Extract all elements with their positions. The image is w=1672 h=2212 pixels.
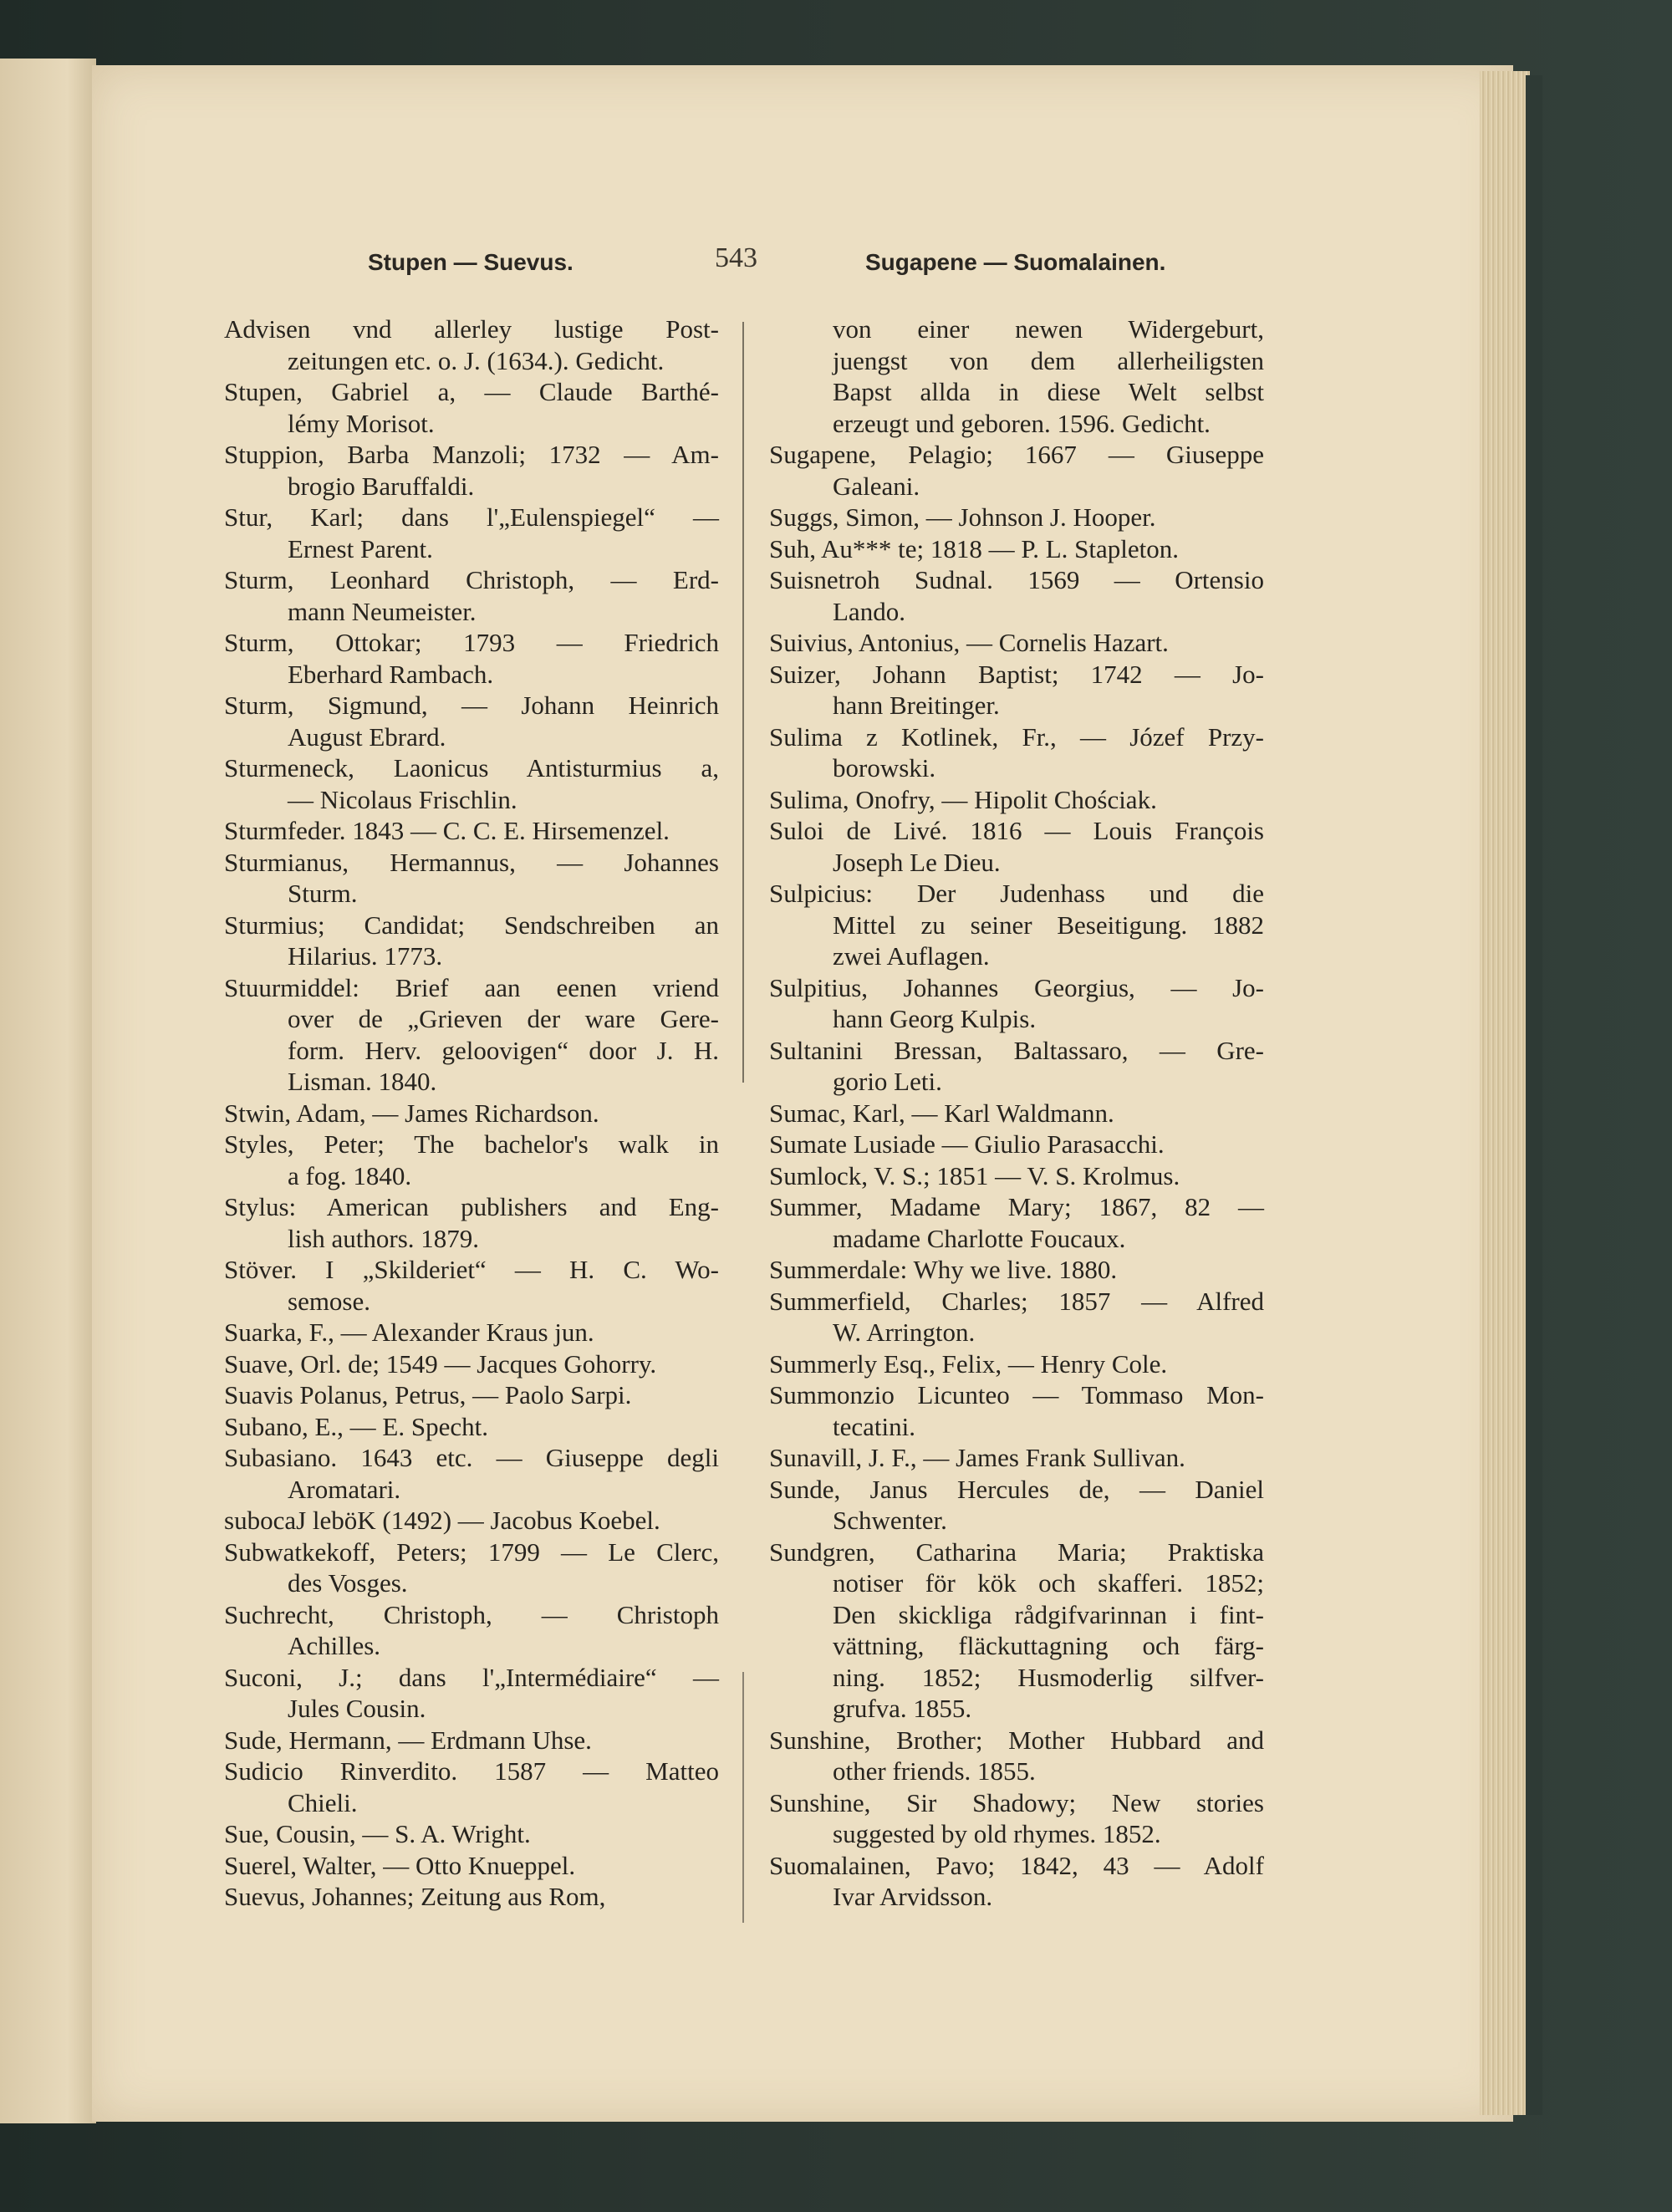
- index-entry: [224, 502, 719, 564]
- entry-line: zwei Auflagen.: [833, 941, 990, 971]
- entry-line: zeitungen etc. o. J. (1634.). Gedicht.: [288, 345, 665, 375]
- index-entry: [769, 1725, 1264, 1787]
- index-entry: [769, 1035, 1264, 1098]
- index-entry: [769, 1348, 1264, 1380]
- index-entry: [224, 1818, 719, 1850]
- index-entry: [224, 1442, 719, 1505]
- column-rule: [742, 322, 744, 1083]
- entry-line: Sugapene, Pelagio; 1667 — Giuseppe: [769, 440, 1264, 469]
- index-entry: [769, 1254, 1264, 1286]
- entry-line: grufva. 1855.: [833, 1694, 972, 1723]
- index-entry: [769, 1850, 1264, 1913]
- entry-line: a fog. 1840.: [288, 1160, 412, 1190]
- index-entry: [224, 1191, 719, 1254]
- entry-line: Ernest Parent.: [288, 533, 433, 563]
- index-entry: [769, 1129, 1264, 1160]
- index-entry: [769, 878, 1264, 972]
- index-entry: [224, 1411, 719, 1443]
- index-entry: [769, 784, 1264, 816]
- index-entry: [769, 1787, 1264, 1850]
- entry-line: gorio Leti.: [833, 1067, 942, 1096]
- index-entry: [769, 439, 1264, 502]
- index-entry: [224, 972, 719, 1098]
- entry-line: Sturmfeder. 1843 — C. C. E. Hirsemenzel.: [224, 816, 670, 845]
- entry-line: Suconi, J.; dans l'„Intermédiaire“ —: [224, 1662, 719, 1692]
- entry-line: juengst von dem allerheiligsten: [833, 345, 1264, 375]
- index-entry: [224, 1881, 719, 1913]
- index-entry: [769, 1286, 1264, 1348]
- entry-line: Aromatari.: [288, 1474, 401, 1504]
- entry-line: August Ebrard.: [288, 721, 446, 752]
- index-entry: [224, 564, 719, 627]
- entry-line: Suchrecht, Christoph, — Christoph: [224, 1599, 719, 1629]
- entry-line: brogio Baruffaldi.: [288, 471, 475, 501]
- entry-line: Stöver. I „Skilderiet“ — H. C. Wo-: [224, 1255, 719, 1284]
- entry-line: Suerel, Walter, — Otto Knueppel.: [224, 1850, 576, 1880]
- left-column: [224, 313, 719, 1913]
- entry-line: Jules Cousin.: [288, 1694, 426, 1723]
- entry-line: borowski.: [833, 753, 936, 782]
- entry-line: Stylus: American publishers and Eng-: [224, 1192, 719, 1221]
- entry-line: Stupen, Gabriel a, — Claude Barthé-: [224, 377, 719, 406]
- index-entry: [224, 1599, 719, 1662]
- right-column: [769, 313, 1264, 1913]
- entry-line: Ivar Arvidsson.: [833, 1882, 993, 1911]
- entry-line: — Nicolaus Frischlin.: [288, 784, 517, 814]
- entry-line: Lisman. 1840.: [288, 1067, 437, 1096]
- entry-line: Sturmianus, Hermannus, — Johannes: [224, 847, 719, 877]
- entry-line: hann Georg Kulpis.: [833, 1004, 1037, 1033]
- entry-line: Summerly Esq., Felix, — Henry Cole.: [769, 1348, 1168, 1379]
- entry-line: Sude, Hermann, — Erdmann Uhse.: [224, 1725, 592, 1755]
- index-entry: [769, 502, 1264, 533]
- index-entry: [224, 1537, 719, 1599]
- entry-line: Lando.: [833, 596, 905, 626]
- index-entry: [224, 1098, 719, 1129]
- entry-line: Suavis Polanus, Petrus, — Paolo Sarpi.: [224, 1380, 632, 1409]
- entry-line: Subwatkekoff, Peters; 1799 — Le Clerc,: [224, 1537, 719, 1567]
- entry-line: over de „Grieven der ware Gere-: [288, 1004, 719, 1033]
- entry-line: Suomalainen, Pavo; 1842, 43 — Adolf: [769, 1850, 1264, 1880]
- index-entry: [769, 659, 1264, 721]
- index-entry: [769, 1160, 1264, 1192]
- entry-line: Sumac, Karl, — Karl Waldmann.: [769, 1098, 1114, 1128]
- index-entry: [224, 1129, 719, 1191]
- entry-line: Mittel zu seiner Beseitigung. 1882: [833, 910, 1264, 940]
- entry-line: Suevus, Johannes; Zeitung aus Rom,: [224, 1882, 606, 1911]
- entry-line: Summerdale: Why we live. 1880.: [769, 1255, 1118, 1284]
- entry-line: Sturmius; Candidat; Sendschreiben an: [224, 910, 719, 940]
- entry-line: Sunavill, J. F., — James Frank Sullivan.: [769, 1443, 1185, 1472]
- entry-line: semose.: [288, 1286, 371, 1316]
- index-entry: [769, 1098, 1264, 1129]
- index-entry: [224, 847, 719, 910]
- binding-strap: [1526, 75, 1542, 2115]
- entry-line: Sumate Lusiade — Giulio Parasacchi.: [769, 1129, 1165, 1159]
- entry-line: madame Charlotte Foucaux.: [833, 1223, 1126, 1253]
- entry-line: Suivius, Antonius, — Cornelis Hazart.: [769, 628, 1169, 657]
- entry-line: Suarka, F., — Alexander Kraus jun.: [224, 1318, 594, 1347]
- entry-line: Sturm.: [288, 879, 358, 908]
- index-entry: [769, 1191, 1264, 1254]
- entry-line: Sulima z Kotlinek, Fr., — Józef Przy-: [769, 721, 1264, 752]
- index-entry: [224, 815, 719, 847]
- entry-line: Sulpitius, Johannes Georgius, — Jo-: [769, 972, 1264, 1002]
- entry-line: von einer newen Widergeburt,: [833, 314, 1264, 344]
- entry-line: des Vosges.: [288, 1568, 408, 1598]
- index-entry: [224, 1348, 719, 1380]
- index-entry: [224, 1505, 719, 1537]
- index-entry: [224, 376, 719, 439]
- running-header-left: Stupen — Suevus.: [368, 249, 573, 275]
- entry-line: Sunde, Janus Hercules de, — Daniel: [769, 1474, 1264, 1504]
- index-entry: [224, 1662, 719, 1725]
- entry-line: Stuurmiddel: Brief aan eenen vriend: [224, 972, 719, 1002]
- index-entry: [224, 752, 719, 815]
- entry-line: Sunshine, Brother; Mother Hubbard and: [769, 1725, 1264, 1755]
- entry-line: notiser för kök och skafferi. 1852;: [833, 1568, 1264, 1598]
- entry-line: Summerfield, Charles; 1857 — Alfred: [769, 1286, 1264, 1316]
- entry-line: Sturmeneck, Laonicus Antisturmius a,: [224, 753, 719, 782]
- page-block-edge: [1480, 71, 1530, 2115]
- entry-line: Joseph Le Dieu.: [833, 847, 1001, 877]
- entry-line: Styles, Peter; The bachelor's walk in: [224, 1129, 719, 1159]
- entry-line: Sulima, Onofry, — Hipolit Chościak.: [769, 784, 1157, 814]
- entry-line: Sunshine, Sir Shadowy; New stories: [769, 1787, 1264, 1817]
- index-entry: [769, 1379, 1264, 1442]
- index-entry: [769, 627, 1264, 659]
- index-entry: [224, 627, 719, 690]
- entry-line: tecatini.: [833, 1411, 915, 1441]
- entry-line: mann Neumeister.: [288, 596, 477, 626]
- index-entry: [769, 1537, 1264, 1725]
- index-entry: [224, 910, 719, 972]
- entry-line: Sulpicius: Der Judenhass und die: [769, 879, 1264, 908]
- page-number: 543: [715, 242, 757, 273]
- entry-line: Galeani.: [833, 471, 920, 501]
- column-rule-lower: [742, 1672, 744, 1923]
- entry-line: Summonzio Licunteo — Tommaso Mon-: [769, 1380, 1264, 1409]
- entry-line: Advisen vnd allerley lustige Post-: [224, 314, 719, 344]
- entry-line: Subano, E., — E. Specht.: [224, 1411, 488, 1441]
- running-header-right: Sugapene — Suomalainen.: [865, 249, 1166, 275]
- entry-line: Bapst allda in diese Welt selbst: [833, 377, 1264, 406]
- entry-line: Sturm, Sigmund, — Johann Heinrich: [224, 691, 719, 720]
- entry-line: ning. 1852; Husmoderlig silfver-: [833, 1662, 1264, 1692]
- entry-line: suggested by old rhymes. 1852.: [833, 1819, 1161, 1848]
- index-entry: [769, 815, 1264, 878]
- entry-line: Suave, Orl. de; 1549 — Jacques Gohorry.: [224, 1348, 657, 1379]
- entry-line: Summer, Madame Mary; 1867, 82 —: [769, 1192, 1264, 1221]
- entry-line: Suizer, Johann Baptist; 1742 — Jo-: [769, 659, 1264, 689]
- entry-line: hann Breitinger.: [833, 691, 1000, 720]
- index-entry: [769, 721, 1264, 784]
- entry-line: subocaJ leböK (1492) — Jacobus Koebel.: [224, 1506, 660, 1535]
- index-entry: [224, 1254, 719, 1317]
- entry-line: Suloi de Livé. 1816 — Louis François: [769, 816, 1264, 845]
- entry-line: Schwenter.: [833, 1506, 947, 1535]
- entry-line: Sturm, Ottokar; 1793 — Friedrich: [224, 628, 719, 657]
- index-entry: [769, 564, 1264, 627]
- entry-line: Suh, Au*** te; 1818 — P. L. Stapleton.: [769, 533, 1179, 563]
- entry-line: Suisnetroh Sudnal. 1569 — Ortensio: [769, 565, 1264, 594]
- entry-line: vättning, fläckuttagning och färg-: [833, 1631, 1264, 1660]
- index-entry: [224, 313, 719, 376]
- entry-line: Sturm, Leonhard Christoph, — Erd-: [224, 565, 719, 594]
- entry-line: Den skickliga rådgifvarinnan i fint-: [833, 1599, 1264, 1629]
- entry-line: Sudicio Rinverdito. 1587 — Matteo: [224, 1756, 719, 1786]
- entry-line: W. Arrington.: [833, 1318, 976, 1347]
- entry-line: Subasiano. 1643 etc. — Giuseppe degli: [224, 1443, 719, 1472]
- entry-line: Sundgren, Catharina Maria; Praktiska: [769, 1537, 1264, 1567]
- index-entry: [769, 313, 1264, 439]
- entry-line: Sue, Cousin, — S. A. Wright.: [224, 1819, 531, 1848]
- entry-line: Stuppion, Barba Manzoli; 1732 — Am-: [224, 440, 719, 469]
- index-entry: [224, 1850, 719, 1882]
- entry-line: Hilarius. 1773.: [288, 941, 443, 971]
- entry-line: Stwin, Adam, — James Richardson.: [224, 1098, 599, 1128]
- index-entry: [224, 690, 719, 752]
- index-entry: [224, 1725, 719, 1756]
- index-entry: [224, 439, 719, 502]
- left-page-edge: [0, 59, 96, 2123]
- entry-line: lémy Morisot.: [288, 408, 435, 438]
- index-entry: [224, 1379, 719, 1411]
- index-entry: [224, 1756, 719, 1818]
- entry-line: other friends. 1855.: [833, 1756, 1036, 1786]
- entry-line: Sultanini Bressan, Baltassaro, — Gre-: [769, 1035, 1264, 1065]
- entry-line: erzeugt und geboren. 1596. Gedicht.: [833, 408, 1211, 438]
- entry-line: lish authors. 1879.: [288, 1223, 480, 1253]
- entry-line: Chieli.: [288, 1787, 358, 1817]
- index-entry: [769, 1474, 1264, 1537]
- entry-line: Stur, Karl; dans l'„Eulenspiegel“ —: [224, 502, 719, 532]
- entry-line: Sumlock, V. S.; 1851 — V. S. Krolmus.: [769, 1160, 1180, 1190]
- entry-line: Eberhard Rambach.: [288, 659, 494, 689]
- index-entry: [769, 1442, 1264, 1474]
- entry-line: Achilles.: [288, 1631, 381, 1660]
- index-entry: [224, 1317, 719, 1348]
- entry-line: Suggs, Simon, — Johnson J. Hooper.: [769, 502, 1156, 532]
- entry-line: form. Herv. geloovigen“ door J. H.: [288, 1035, 719, 1065]
- index-entry: [769, 972, 1264, 1035]
- index-entry: [769, 533, 1264, 565]
